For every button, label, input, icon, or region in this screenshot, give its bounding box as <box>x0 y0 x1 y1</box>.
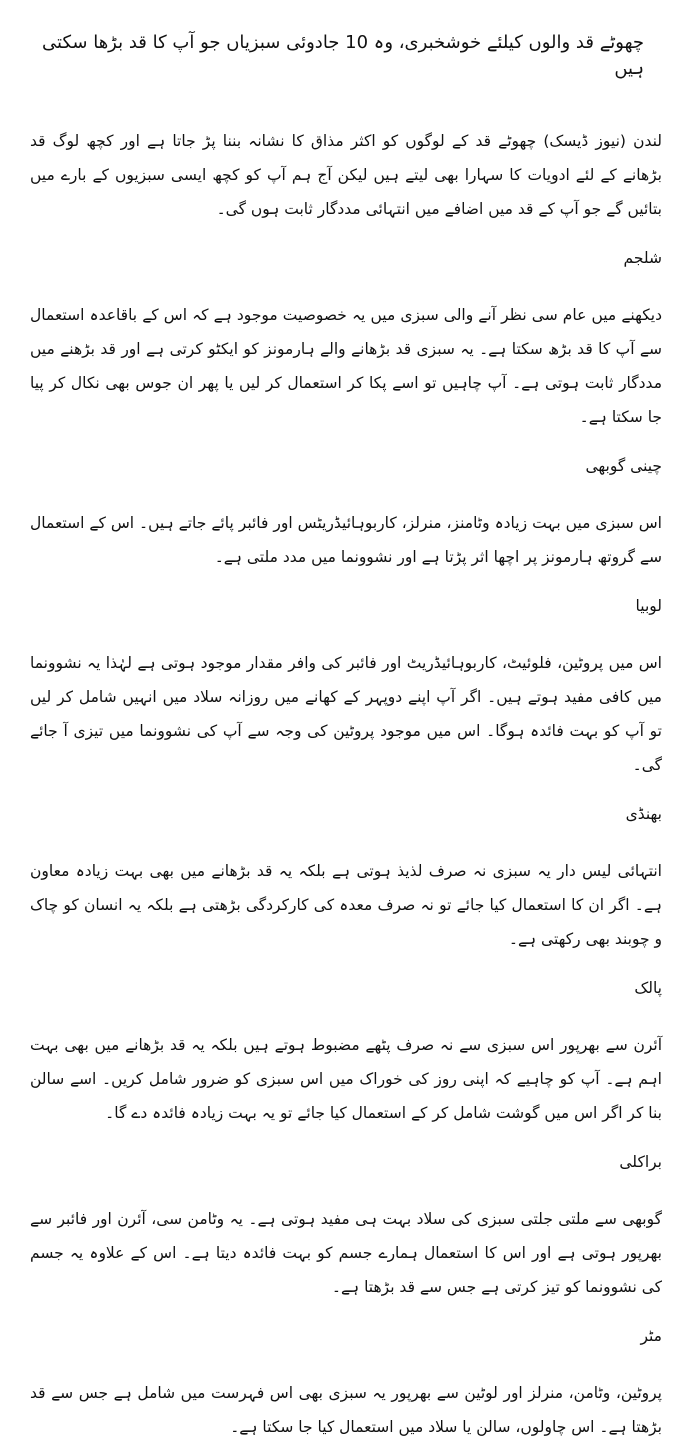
section-heading-peas: مٹر <box>640 1327 662 1345</box>
article-intro: لندن (نیوز ڈیسک) چھوٹے قد کے لوگوں کو اکثر مذاق کا نشانہ بننا پڑ جاتا ہے اور کچھ لوگ قد بڑھانے کے لئے ادویات کا سہارا بھی لیتے ہیں لیکن آج ہم آپ کو کچھ ایسی سبزیوں کے بارے میں بتائیں گے جو آپ کے قد میں اضافے میں انتہائی مددگار ثابت ہوں گی۔ <box>30 132 662 218</box>
section-heading-chinese-cabbage: چینی گوبھی <box>585 457 662 475</box>
section-body-okra: انتہائی لیس دار یہ سبزی نہ صرف لذیذ ہوتی ہے بلکہ یہ قد بڑھانے میں بھی بہت زیادہ معاون ہے۔ اگر ان کا استعمال کیا جائے تو نہ صرف معدہ کی کارکردگی بڑھتی ہے بلکہ یہ انسان کو چاک و چوبند بھی رکھتی ہے۔ <box>30 862 662 948</box>
section-body-chinese-cabbage: اس سبزی میں بہت زیادہ وٹامنز، منرلز، کاربوہائیڈریٹس اور فائبر پائے جاتے ہیں۔ اس کے استعمال سے گروتھ ہارمونز پر اچھا اثر پڑتا ہے اور نشوونما میں مدد ملتی ہے۔ <box>30 514 662 566</box>
section-heading-broccoli: براکلی <box>619 1153 662 1171</box>
section-body-beans: اس میں پروٹین، فلوئیٹ، کاربوہائیڈریٹ اور فائبر کی وافر مقدار موجود ہوتی ہے لہٰذا یہ نشوونما میں کافی مفید ہوتے ہیں۔ اگر آپ اپنے دوپہر کے کھانے میں روزانہ سلاد میں انہیں شامل کر لیں تو آپ کو بہت فائدہ ہوگا۔ اس میں موجود پروٹین کی وجہ سے آپ کی نشوونما میں تیزی آ جائے گی۔ <box>30 654 662 774</box>
section-body-spinach: آئرن سے بھرپور اس سبزی سے نہ صرف پٹھے مضبوط ہوتے ہیں بلکہ یہ قد بڑھانے میں بھی بہت اہم ہے۔ آپ کو چاہیے کہ اپنی روز کی خوراک میں اس سبزی کو ضرور شامل کریں۔ اسے سالن بنا کر اگر اس میں گوشت شامل کر کے استعمال کیا جائے تو یہ بہت زیادہ فائدہ دے گا۔ <box>30 1036 662 1122</box>
section-heading-okra: بھنڈی <box>625 805 662 823</box>
section-body-turnip: دیکھنے میں عام سی نظر آنے والی سبزی میں یہ خصوصیت موجود ہے کہ اس کے باقاعدہ استعمال سے آپ کا قد بڑھ سکتا ہے۔ یہ سبزی قد بڑھانے والے ہارمونز کو ایکٹو کرتی ہے اور قد بڑھنے میں مددگار ثابت ہوتی ہے۔ آپ چاہیں تو اسے پکا کر استعمال کر لیں یا پھر ان جوس بھی نکال کر پیا جا سکتا ہے۔ <box>30 306 662 426</box>
section-body-broccoli: گوبھی سے ملتی جلتی سبزی کی سلاد بہت ہی مفید ہوتی ہے۔ یہ وٹامن سی، آئرن اور فائبر سے بھرپور ہوتی ہے اور اس کا استعمال ہمارے جسم کو بہت فائدہ دیتا ہے۔ اس کے علاوہ یہ جسم کی نشوونما کو تیز کرتی ہے جس سے قد بڑھتا ہے۔ <box>30 1210 662 1296</box>
section-heading-spinach: پالک <box>634 979 662 997</box>
section-body-peas: پروٹین، وٹامن، منرلز اور لوٹین سے بھرپور یہ سبزی بھی اس فہرست میں شامل ہے جس سے قد بڑھتا ہے۔ اس چاولوں، سالن یا سلاد میں استعمال کیا جا سکتا ہے۔ <box>30 1384 662 1436</box>
section-heading-beans: لوبیا <box>635 597 662 615</box>
article-title: چھوٹے قد والوں کیلئے خوشخبری، وہ 10 جادوئی سبزیاں جو آپ کا قد بڑھا سکتی ہیں <box>42 32 644 79</box>
section-heading-turnip: شلجم <box>623 249 662 267</box>
